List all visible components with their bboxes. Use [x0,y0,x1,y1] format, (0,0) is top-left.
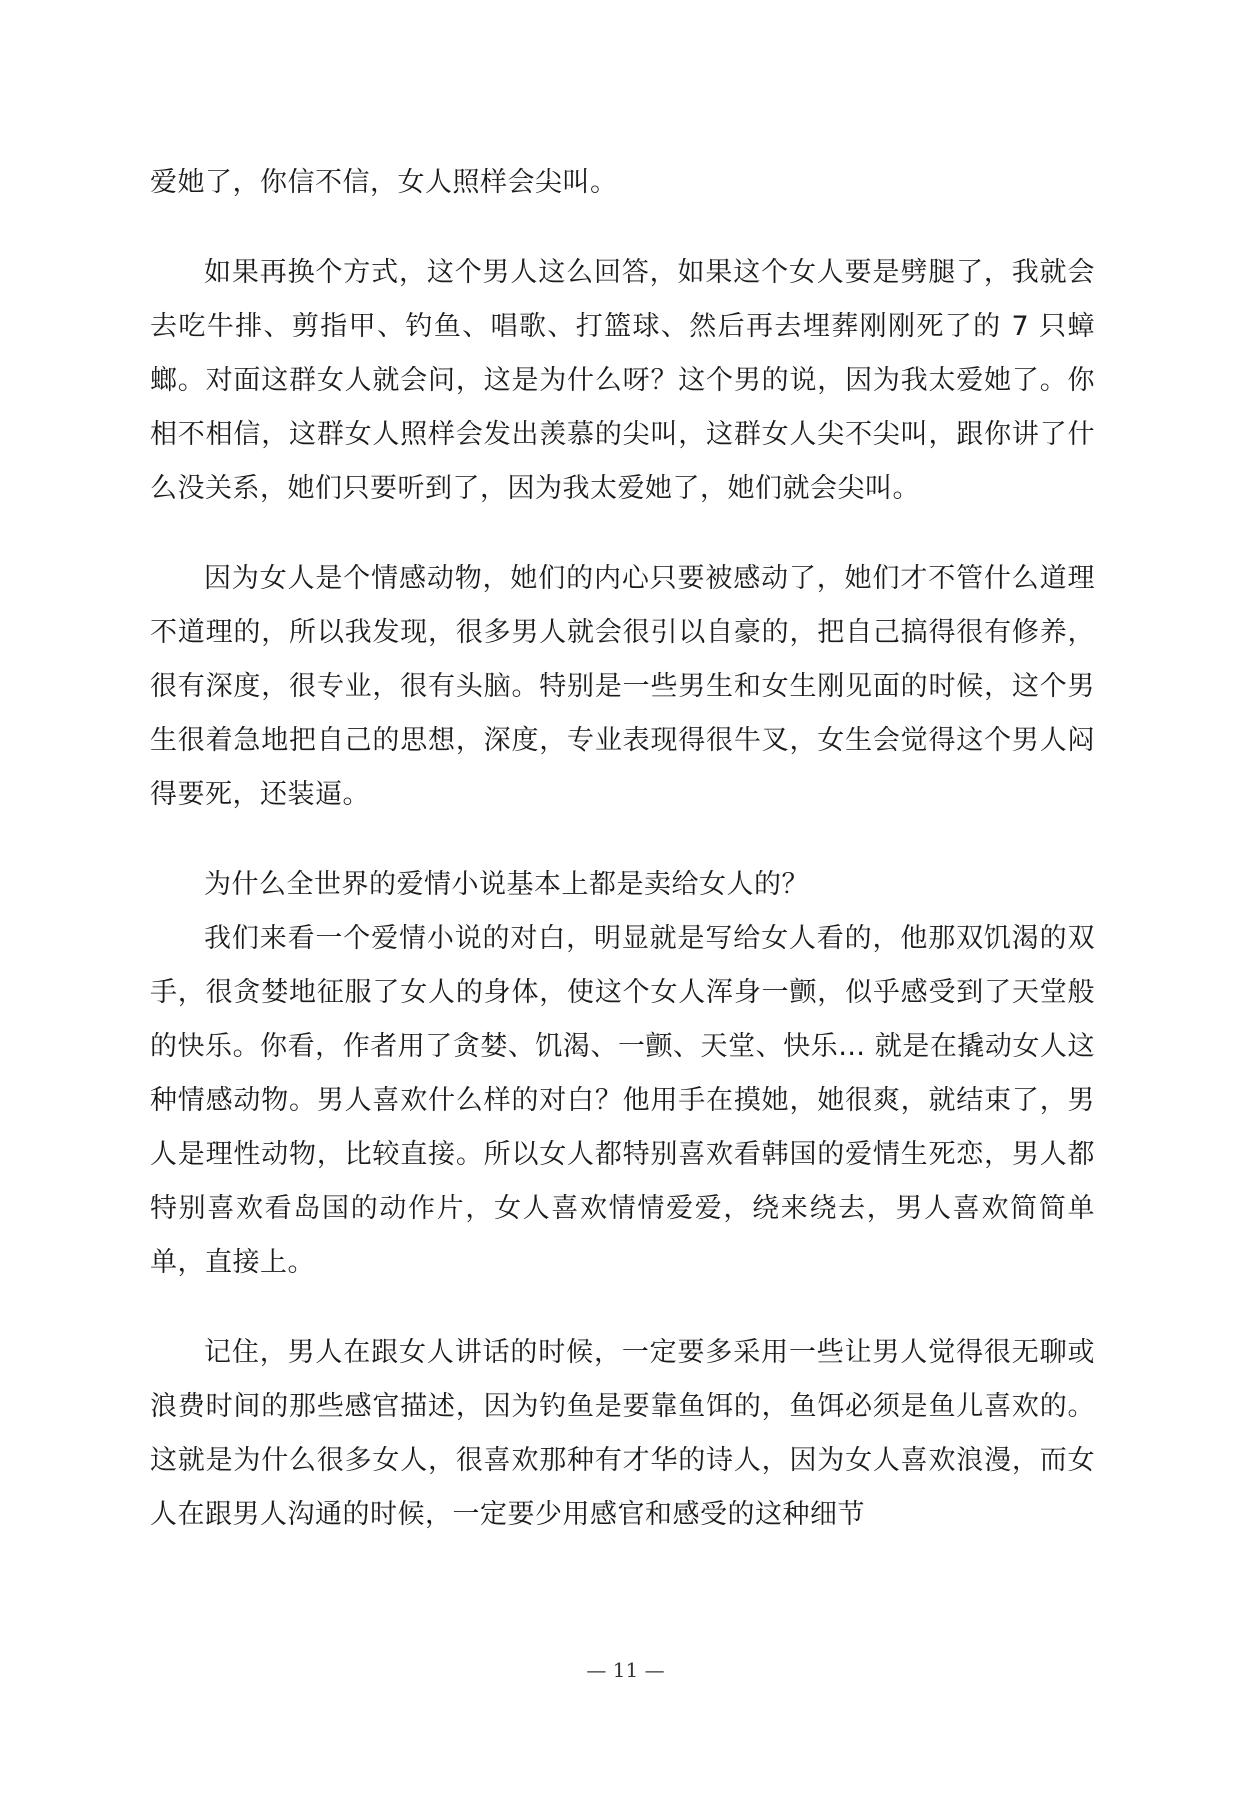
body-text [150,156,1095,1542]
paragraph-continuation: 爱她了，你信不信，女人照样会尖叫。 [150,167,618,198]
paragraph: 记住，男人在跟女人讲话的时候，一定要多采用一些让男人觉得很无聊或浪费时间的那些感官描述，因为钓鱼是要靠鱼饵的，鱼饵必须是鱼儿喜欢的。这就是为什么很多女人，很喜欢那种有才华的诗人，因为女人喜欢浪漫，而女人在跟男人沟通的时候，一定要少用感官和感受的这种细节 [150,1337,1095,1530]
paragraph: 我们来看一个爱情小说的对白，明显就是写给女人看的，他那双饥渴的双手，很贪婪地征服了女人的身体，使这个女人浑身一颤，似乎感受到了天堂般的快乐。你看，作者用了贪婪、饥渴、一颤、天堂、快乐… 就是在撬动女人这种情感动物。男人喜欢什么样的对白？他用手在摸她，她很爽，就结束了，男人是理性动物，比较直接。所以女人都特别喜欢看韩国的爱情生死恋，男人都特别喜欢看岛国的动作片，女人喜欢情情爱爱，绕来绕去，男人喜欢简简单单，直接上。 [150,923,1095,1278]
paragraph: 因为女人是个情感动物，她们的内心只要被感动了，她们才不管什么道理不道理的，所以我发现，很多男人就会很引以自豪的，把自己搞得很有修养，很有深度，很专业，很有头脑。特别是一些男生和女生刚见面的时候，这个男生很着急地把自己的思想，深度，专业表现得很牛叉，女生会觉得这个男人闷得要死，还装逼。 [150,563,1095,810]
page-number: — 11 — [586,1658,665,1682]
paragraph-question: 为什么全世界的爱情小说基本上都是卖给女人的？ [204,869,809,900]
paragraph: 如果再换个方式，这个男人这么回答，如果这个女人要是劈腿了，我就会去吃牛排、剪指甲、钓鱼、唱歌、打篮球、然后再去埋葬刚刚死了的 7 只蟑螂。对面这群女人就会问，这是为什么呀？这个男的说，因为我太爱她了。你相不相信，这群女人照样会发出羡慕的尖叫，这群女人尖不尖叫，跟你讲了什么没关系，她们只要听到了，因为我太爱她了，她们就会尖叫。 [150,257,1095,504]
